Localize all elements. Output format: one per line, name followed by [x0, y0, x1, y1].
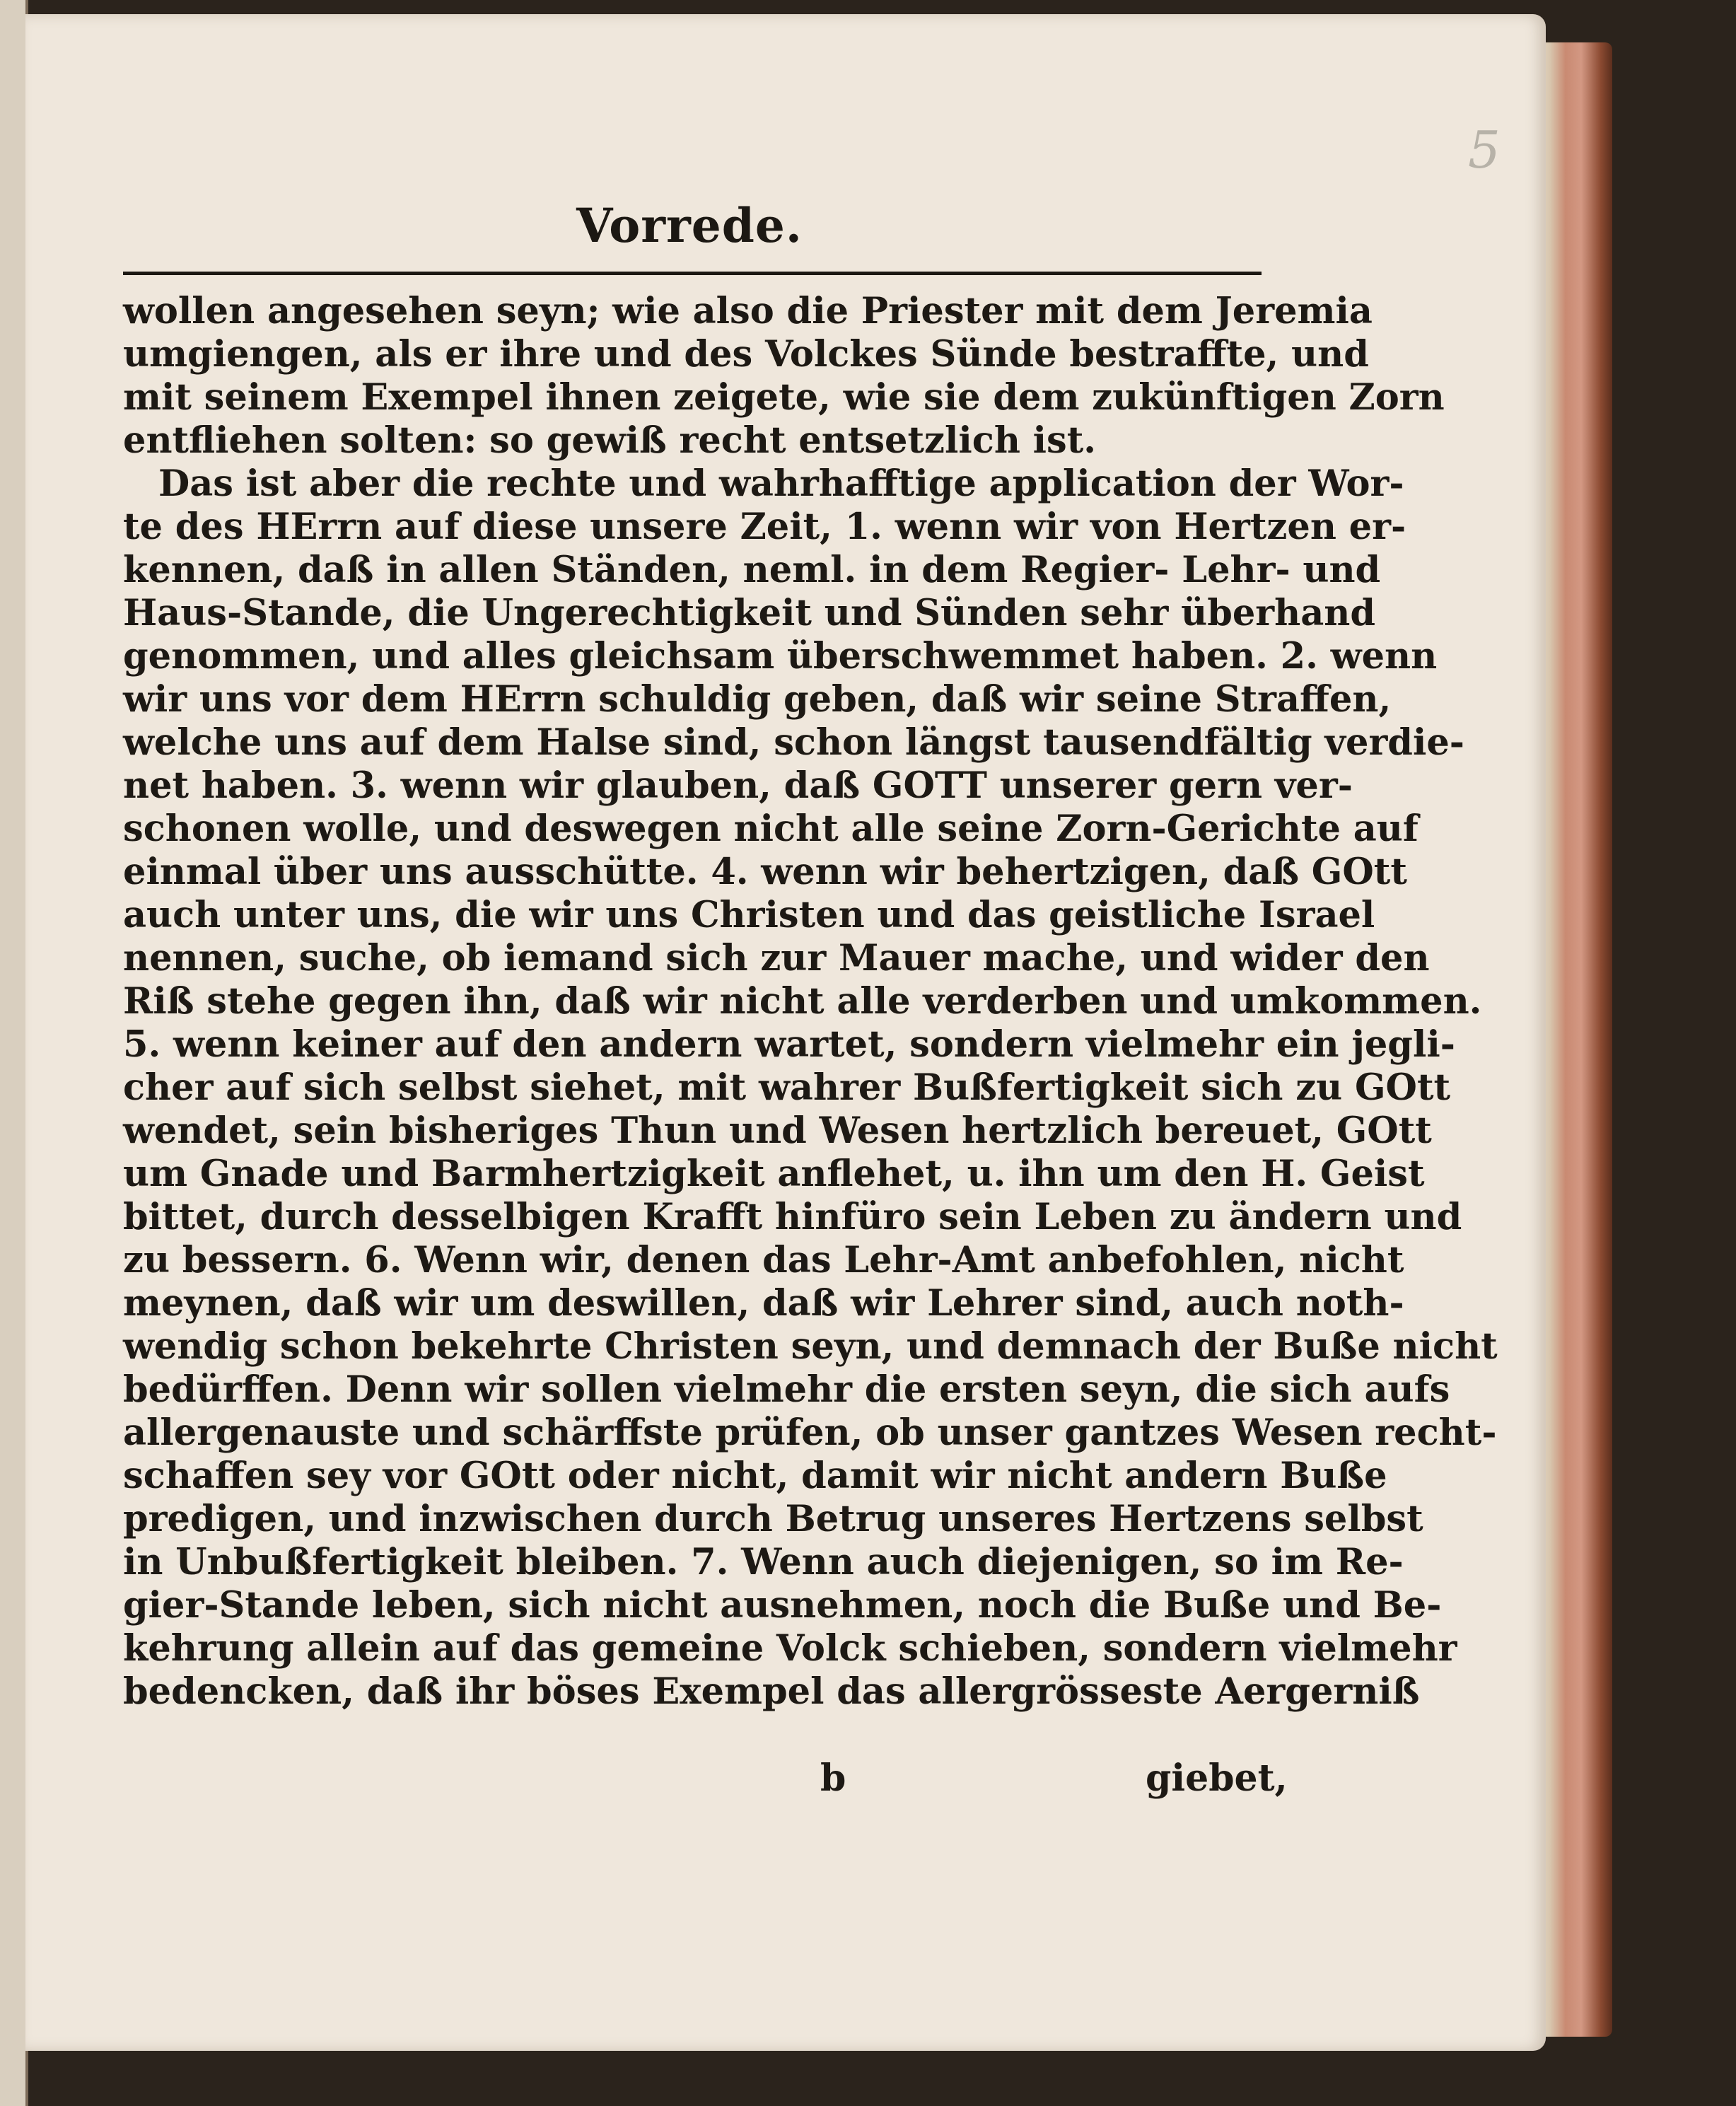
text-line: zu bessern. 6. Wenn wir, denen das Lehr-Amt anbefohlen, nicht	[123, 1239, 1404, 1281]
text-line: bedencken, daß ihr böses Exempel das allergrösseste Aergerniß	[123, 1670, 1420, 1713]
text-line: nennen, suche, ob iemand sich zur Mauer mache, und wider den	[123, 937, 1430, 979]
text-line: meynen, daß wir um deswillen, daß wir Lehrer sind, auch noth-	[123, 1282, 1404, 1325]
running-head: Vorrede.	[576, 198, 803, 253]
text-line: umgiengen, als er ihre und des Volckes Sünde bestraffte, und	[123, 333, 1369, 376]
previous-page-edge	[0, 0, 28, 2106]
text-line: net haben. 3. wenn wir glauben, daß GOTT unserer gern ver-	[123, 764, 1353, 807]
text-line: predigen, und inzwischen durch Betrug unseres Hertzens selbst	[123, 1498, 1423, 1540]
text-line: 5. wenn keiner auf den andern wartet, sondern vielmehr ein jegli-	[123, 1023, 1455, 1066]
catchword: giebet,	[1146, 1757, 1288, 1800]
text-line: wendig schon bekehrte Christen seyn, und demnach der Buße nicht	[123, 1325, 1498, 1368]
book-fore-edge	[1534, 42, 1612, 2037]
text-line: Haus-Stande, die Ungerechtigkeit und Sünden sehr überhand	[123, 592, 1376, 634]
text-line: te des HErrn auf diese unsere Zeit, 1. wenn wir von Hertzen er-	[123, 506, 1406, 548]
text-line: Das ist aber die rechte und wahrhafftige application der Wor-	[158, 462, 1404, 505]
text-line: einmal über uns ausschütte. 4. wenn wir behertzigen, daß GOtt	[123, 851, 1407, 893]
text-line: in Unbußfertigkeit bleiben. 7. Wenn auch diejenigen, so im Re-	[123, 1541, 1404, 1583]
text-line: wollen angesehen seyn; wie also die Priester mit dem Jeremia	[123, 290, 1373, 332]
text-line: wendet, sein bisheriges Thun und Wesen hertzlich bereuet, GOtt	[123, 1110, 1432, 1152]
text-line: bittet, durch desselbigen Krafft hinfüro sein Leben zu ändern und	[123, 1196, 1462, 1238]
signature-mark: b	[820, 1757, 846, 1800]
text-line: bedürffen. Denn wir sollen vielmehr die ersten seyn, die sich aufs	[123, 1368, 1450, 1411]
text-line: um Gnade und Barmhertzigkeit anflehet, u. ihn um den H. Geist	[123, 1153, 1425, 1195]
text-line: entfliehen solten: so gewiß recht entsetzlich ist.	[123, 419, 1097, 462]
folio-pencil-mark: 5	[1468, 120, 1501, 180]
text-line: genommen, und alles gleichsam überschwemmet haben. 2. wenn	[123, 635, 1438, 677]
text-line: cher auf sich selbst siehet, mit wahrer Bußfertigkeit sich zu GOtt	[123, 1066, 1451, 1109]
text-line: allergenauste und schärffste prüfen, ob unser gantzes Wesen recht-	[123, 1412, 1497, 1454]
text-line: welche uns auf dem Halse sind, schon längst tausendfältig verdie-	[123, 721, 1464, 764]
body-text	[123, 290, 1498, 1714]
text-line: kehrung allein auf das gemeine Volck schieben, sondern vielmehr	[123, 1627, 1457, 1670]
text-line: kennen, daß in allen Ständen, neml. in dem Regier- Lehr- und	[123, 549, 1381, 591]
text-line: wir uns vor dem HErrn schuldig geben, daß wir seine Straffen,	[123, 678, 1392, 721]
text-line: gier-Stande leben, sich nicht ausnehmen, noch die Buße und Be-	[123, 1584, 1442, 1627]
text-line: schaffen sey vor GOtt oder nicht, damit wir nicht andern Buße	[123, 1455, 1387, 1497]
text-line: mit seinem Exempel ihnen zeigete, wie sie dem zukünftigen Zorn	[123, 376, 1445, 419]
text-line: auch unter uns, die wir uns Christen und das geistliche Israel	[123, 894, 1375, 936]
header-rule	[123, 272, 1262, 275]
text-line: Riß stehe gegen ihn, daß wir nicht alle verderben und umkommen.	[123, 980, 1482, 1023]
text-line: schonen wolle, und deswegen nicht alle seine Zorn-Gerichte auf	[123, 808, 1418, 850]
